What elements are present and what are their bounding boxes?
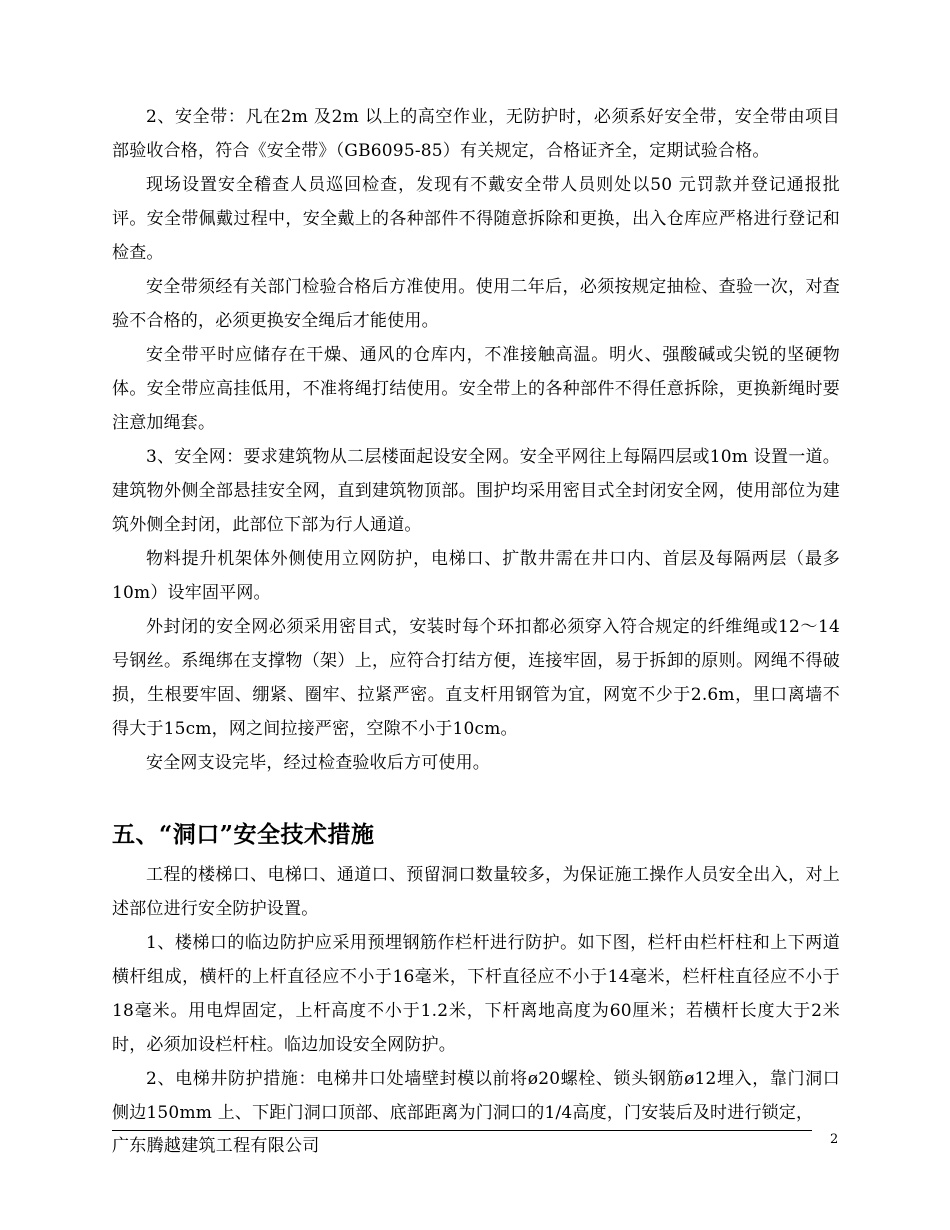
footer-company-name: 广东腾越建筑工程有限公司 (112, 1136, 320, 1156)
paragraph: 现场设置安全稽查人员巡回检查，发现有不戴安全带人员则处以50 元罚款并登记通报批评。安全带佩戴过程中，安全戴上的各种部件不得随意拆除和更换，出入仓库应严格进行登记和检查。 (112, 175, 840, 263)
paragraph: 物料提升机架体外侧使用立网防护，电梯口、扩散井需在井口内、首层及每隔两层（最多10m）设牢固平网。 (112, 549, 840, 603)
section-heading: 五、“洞口”安全技术措施 (112, 821, 375, 848)
paragraph: 安全带须经有关部门检验合格后方准使用。使用二年后，必须按规定抽检、查验一次，对查验不合格的，必须更换安全绳后才能使用。 (112, 277, 840, 331)
document-body (112, 100, 840, 1123)
footer-divider (112, 1130, 812, 1131)
paragraph: 外封闭的安全网必须采用密目式，安装时每个环扣都必须穿入符合规定的纤维绳或12～14 号钢丝。系绳绑在支撑物（架）上，应符合打结方便，连接牢固，易于拆卸的原则。网绳不得破损，生根要牢固、绷紧、圈牢、拉紧严密。直支杆用钢管为宜，网宽不少于2.6m，里口离墙不得大于15cm，网之间拉接严密，空隙不小于10cm。 (112, 617, 840, 739)
paragraph: 2、电梯井防护措施：电梯井口处墙壁封模以前将ø20螺栓、锁头钢筋ø12埋入，靠门洞口侧边150mm 上、下距门洞口顶部、底部距离为门洞口的1/4高度，门安装后及时进行锁定， (112, 1069, 840, 1123)
paragraph: 安全带平时应储存在干燥、通风的仓库内，不准接触高温。明火、强酸碱或尖锐的坚硬物体。安全带应高挂低用，不准将绳打结使用。安全带上的各种部件不得任意拆除，更换新绳时要注意加绳套。 (112, 345, 840, 433)
paragraph: 安全网支设完毕，经过检查验收后方可使用。 (146, 753, 490, 773)
paragraph: 2、安全带：凡在2m 及2m 以上的高空作业，无防护时，必须系好安全带，安全带由项目部验收合格，符合《安全带》（GB6095-85）有关规定，合格证齐全，定期试验合格。 (112, 107, 840, 161)
section-safety-belt-net (112, 100, 840, 780)
section-opening-measures (112, 858, 840, 1130)
paragraph: 工程的楼梯口、电梯口、通道口、预留洞口数量较多，为保证施工操作人员安全出入，对上述部位进行安全防护设置。 (112, 865, 840, 919)
page-number: 2 (830, 1132, 839, 1147)
paragraph: 3、安全网：要求建筑物从二层楼面起设安全网。安全平网往上每隔四层或10m 设置一道。建筑物外侧全部悬挂安全网，直到建筑物顶部。围护均采用密目式全封闭安全网，使用部位为建筑外侧全封闭，此部位下部为行人通道。 (112, 447, 840, 535)
paragraph: 1、楼梯口的临边防护应采用预埋钢筋作栏杆进行防护。如下图，栏杆由栏杆柱和上下两道横杆组成，横杆的上杆直径应不小于16毫米，下杆直径应不小于14毫米，栏杆柱直径应不小于18毫米。用电焊固定，上杆高度不小于1.2米，下杆离地高度为60厘米；若横杆长度大于2米时，必须加设栏杆柱。临边加设安全网防护。 (112, 933, 840, 1055)
